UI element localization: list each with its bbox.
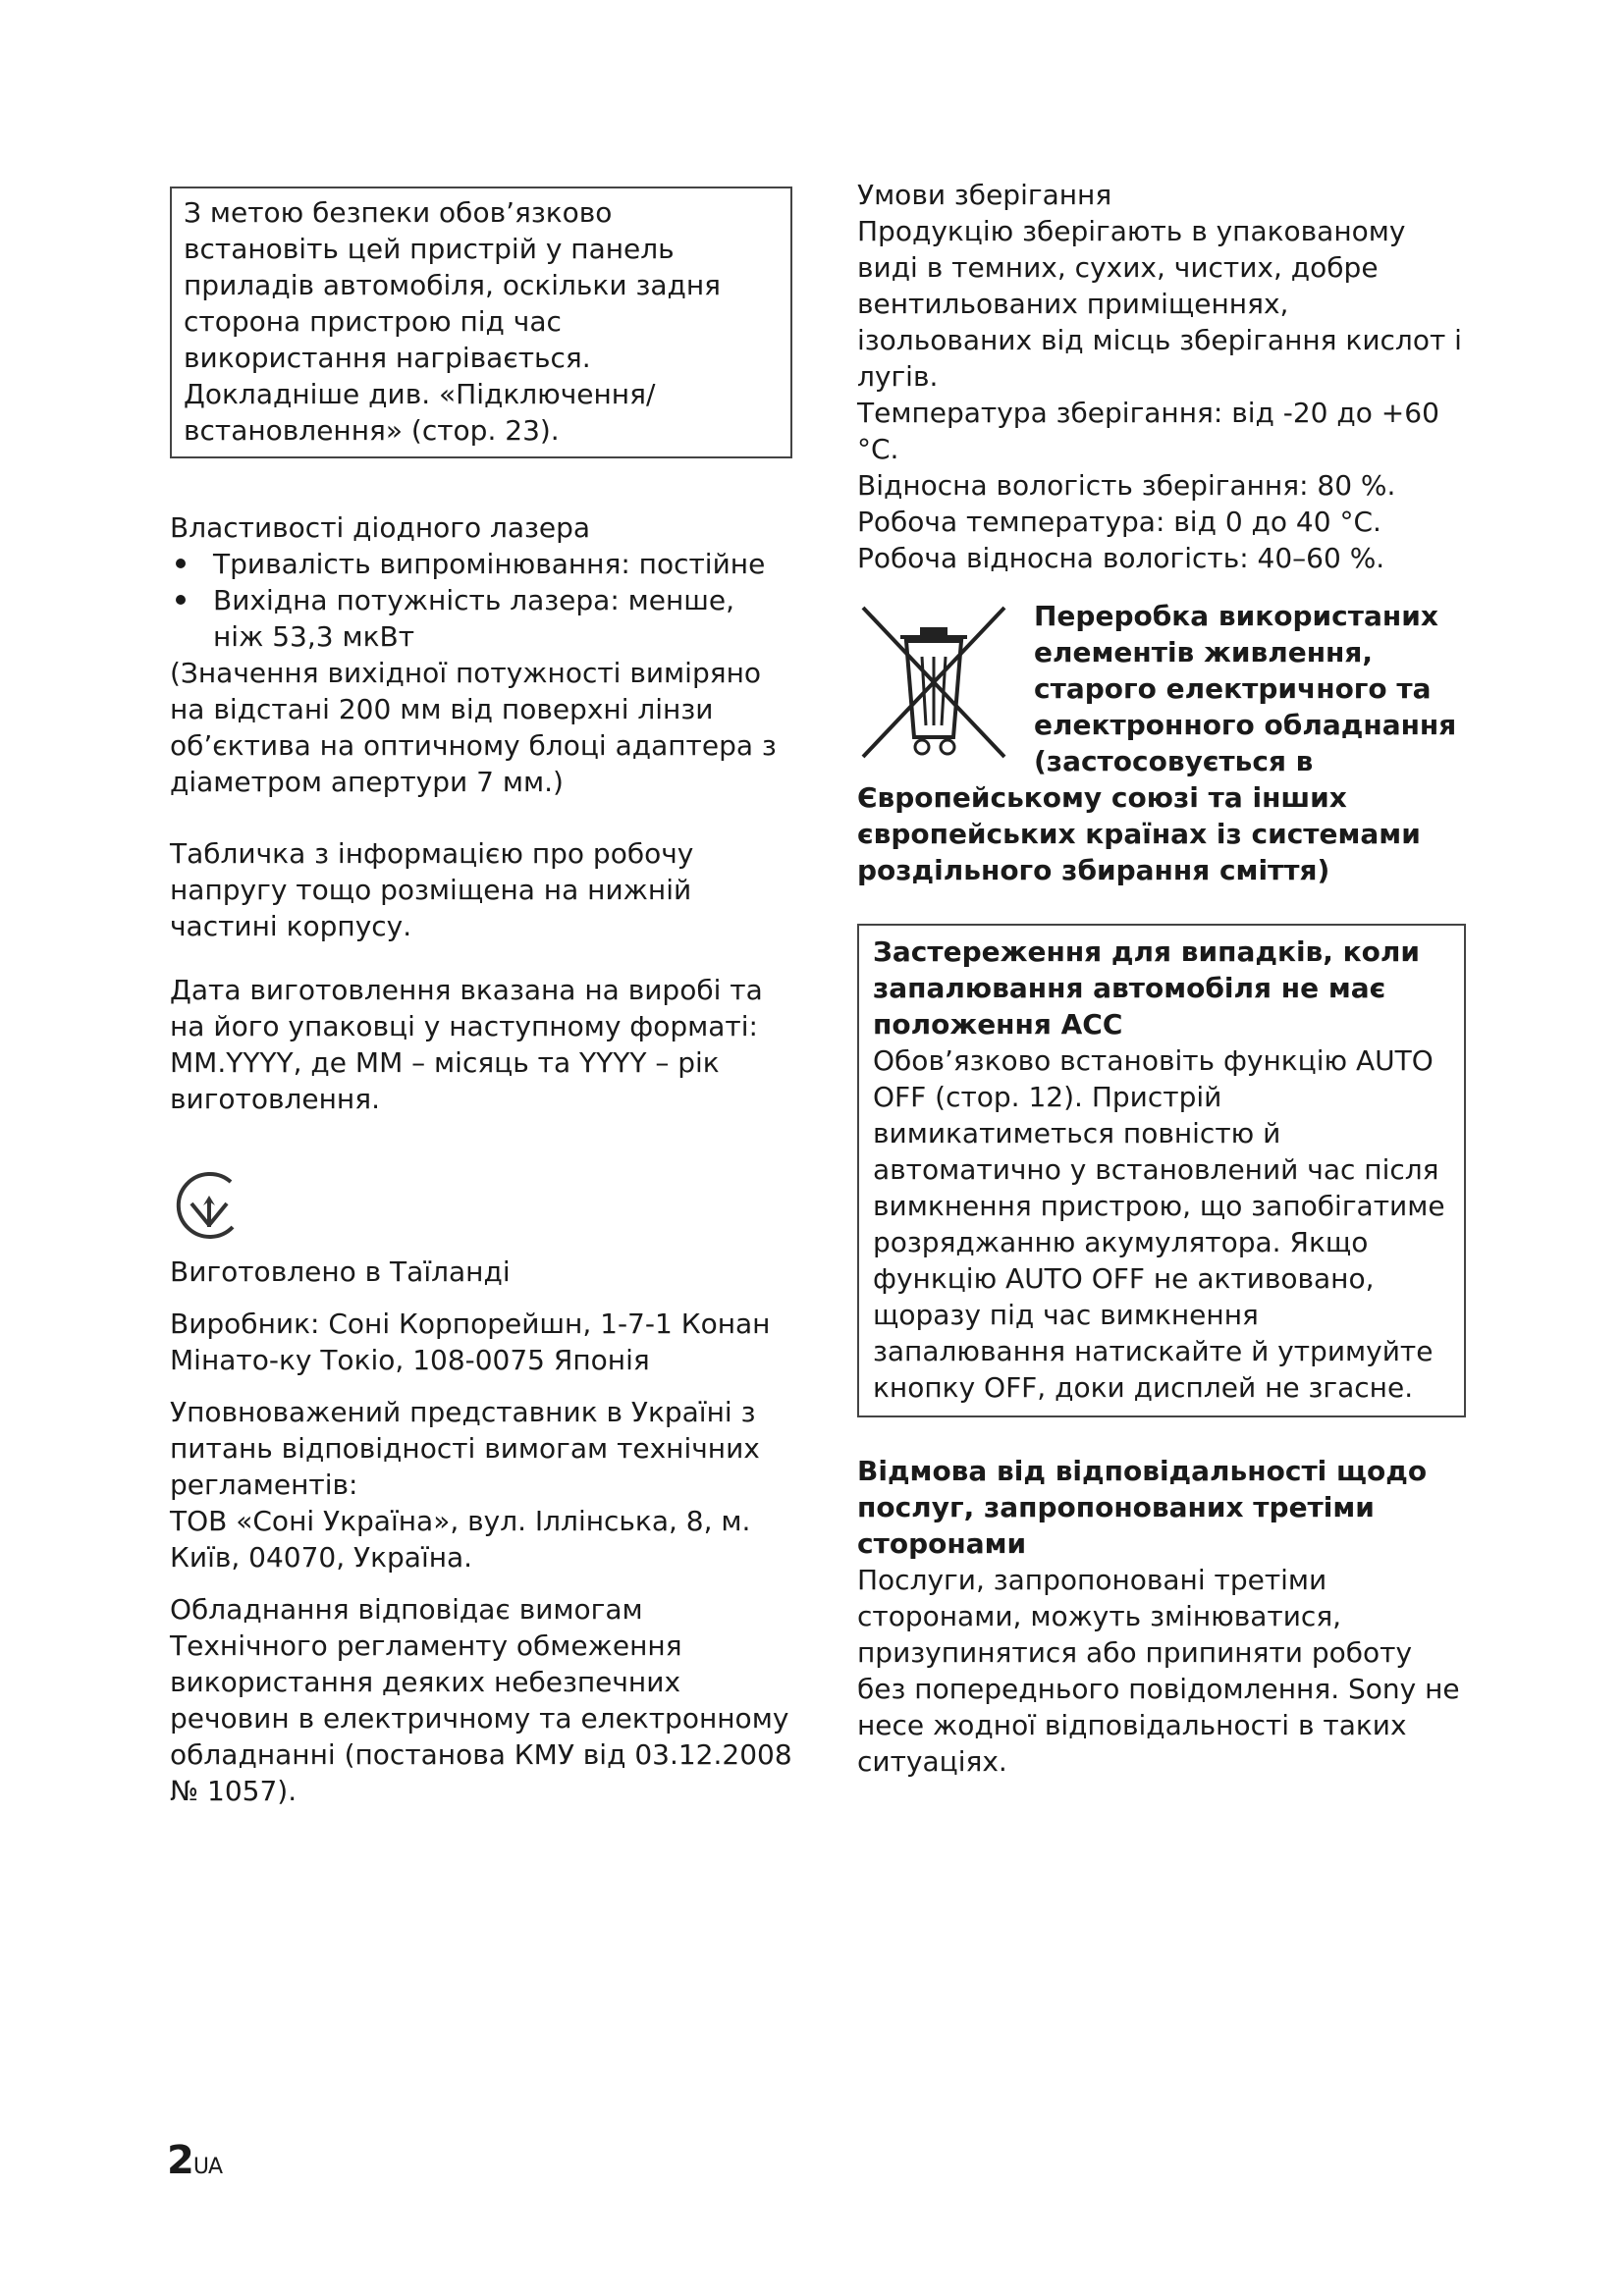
disclaimer-heading: Відмова від відповідальності щодо послуг, запропонованих третіми сторонами: [857, 1455, 1428, 1560]
recycling-section: [857, 598, 1466, 888]
acc-warning-box: [857, 924, 1466, 1417]
safety-line: сторона пристрою під час: [184, 305, 562, 338]
laser-section: [170, 509, 792, 800]
disclaimer-text: Послуги, запропоновані третіми сторонами, можуть змінюватися, призупинятися або припиняти роботу без попереднього повідомлення. Sony не несе жодної відповідальності в таких ситуаціях.: [857, 1564, 1460, 1778]
laser-title: Властивості діодного лазера: [170, 511, 591, 544]
acc-text: Обов’язково встановіть функцію AUTO OFF (стор. 12). Пристрій вимикатиметься повністю й автоматично у встановлений час після вимкнення пристрою, що запобігатиме розряджанню акумулятора. Якщо функцію AUTO OFF не активовано, щоразу під час вимкнення запалювання натискайте й утримуйте кнопку OFF, доки дисплей не згасне.: [873, 1044, 1445, 1404]
storage-text: Продукцію зберігають в упакованому виді в темних, сухих, чистих, добре вентильованих приміщеннях, ізольованих від місць зберігання кислот і лугів.: [857, 215, 1462, 393]
safety-line: використання нагрівається.: [184, 342, 591, 374]
list-item: Тривалість випромінювання: постійне: [170, 546, 792, 582]
ukrainian-conformity-icon: [170, 1166, 248, 1245]
nameplate-text: Табличка з інформацією про робочу напругу тощо розміщена на нижній частині корпусу.: [170, 837, 694, 942]
representative-address: ТОВ «Соні Україна», вул. Іллінська, 8, м. Київ, 04070, Україна.: [170, 1505, 751, 1574]
crossed-out-bin-icon: [857, 600, 1010, 765]
page-number: [167, 2138, 222, 2183]
page-number-value: 2: [167, 2138, 193, 2183]
representative-text: Уповноважений представник в Україні з питань відповідності вимогам технічних регламентів:: [170, 1396, 760, 1501]
safety-notice-box: [170, 187, 792, 458]
safety-line: З метою безпеки обов’язково: [184, 196, 613, 229]
safety-line: встановлення» (стор. 23).: [184, 414, 560, 447]
storage-temperature: Температура зберігання: від -20 до +60 °C.: [857, 397, 1439, 465]
operating-humidity: Робоча відносна вологість: 40–60 %.: [857, 542, 1385, 574]
acc-heading: Застереження для випадків, коли запалювання автомобіля не має положення ACC: [873, 935, 1421, 1041]
regulation-text: Обладнання відповідає вимогам Технічного регламенту обмеження використання деяких небезпечних речовин в електричному та електронному обладнанні (постанова КМУ від 03.12.2008 № 1057).: [170, 1593, 792, 1807]
laser-list: [170, 546, 792, 655]
page-language-suffix: UA: [192, 2155, 222, 2179]
manufacturer-text: Виробник: Соні Корпорейшн, 1-7-1 Конан Мінато-ку Токіо, 108-0075 Японія: [170, 1308, 771, 1376]
operating-temperature: Робоча температура: від 0 до 40 °C.: [857, 506, 1381, 538]
list-item: Вихідна потужність лазера: менше, ніж 53,3 мкВт: [170, 582, 792, 655]
safety-line: Докладніше див. «Підключення/: [184, 378, 656, 410]
disclaimer-section: [857, 1453, 1466, 1780]
conformity-mark: [170, 1166, 792, 1254]
safety-line: встановіть цей пристрій у панель: [184, 233, 675, 265]
storage-title: Умови зберігання: [857, 179, 1112, 211]
representative-section: [170, 1394, 792, 1575]
recycling-heading: Переробка використаних елементів живлення, старого електричного та електронного обладнання (застосовується в Європейському союзі та інших європейських країнах із системами роздільного збирання сміття): [857, 600, 1457, 886]
storage-humidity: Відносна вологість зберігання: 80 %.: [857, 469, 1396, 502]
left-column: [170, 187, 792, 1809]
safety-line: приладів автомобіля, оскільки задня: [184, 269, 721, 301]
date-text: Дата виготовлення вказана на виробі та на його упаковці у наступному форматі: MM.YYYY, де MM – місяць та YYYY – рік виготовлення.: [170, 974, 763, 1115]
right-column: [857, 177, 1466, 1780]
laser-note: (Значення вихідної потужності виміряно на відстані 200 мм від поверхні лінзи об’єктива на оптичному блоці адаптера з діаметром апертури 7 мм.): [170, 657, 777, 798]
storage-section: [857, 177, 1466, 576]
made-in-text: Виготовлено в Таїланді: [170, 1255, 511, 1288]
